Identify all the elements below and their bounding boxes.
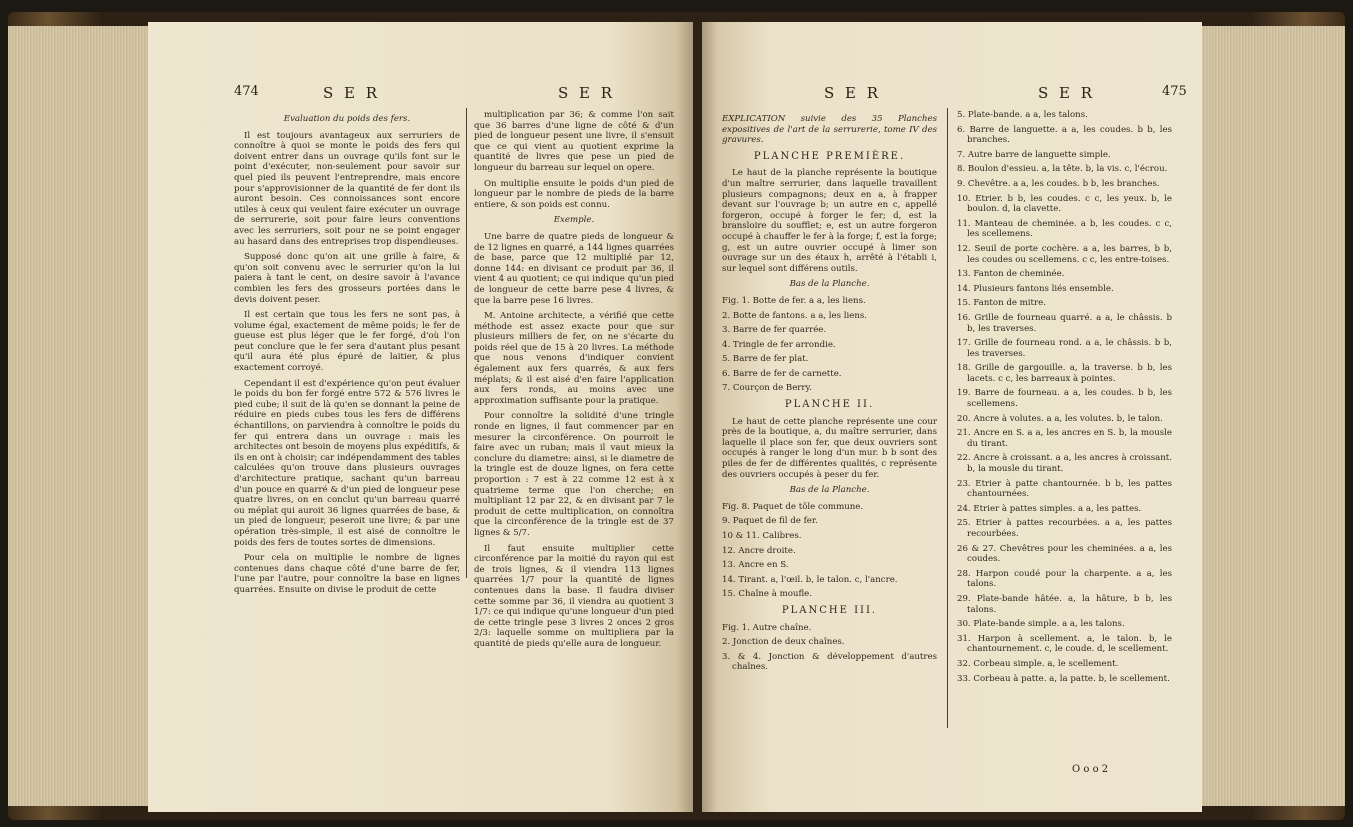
list-item: Fig. 1. Botte de fer. a a, les liens. (722, 295, 866, 306)
right-page-edges (1202, 26, 1345, 806)
list-item: 11. Manteau de cheminée. a b, les coudes. c c, les scellemens. (957, 218, 1172, 240)
list-item: 3. Barre de fer quarrée. (722, 325, 827, 336)
list-item: 33. Corbeau à patte. a, la patte. b, le scellement. (957, 673, 1170, 684)
list-item: 14. Tirant. a, l'œil. b, le talon. c, l'ancre. (722, 574, 898, 585)
right-page (702, 22, 1202, 812)
list-item: 15. Fanton de mitre. (957, 298, 1046, 309)
list-item: 28. Harpon coudé pour la charpente. a a, les talons. (957, 568, 1172, 590)
list-item: 6. Barre de fer de carnette. (722, 368, 842, 379)
paragraph: Il est certain que tous les fers ne sont pas, à volume égal, exactement de même poids; le fer de gueuse est plus léger que le fer forgé, d'où l'on peut conclure que le fer sera d'autant plus pesant qu'il aura été plus épuré de laitier, & plus exactement corroyé. (234, 310, 460, 374)
section-heading: PLANCHE PREMIÈRE. (753, 150, 906, 162)
left-running-head-right: S E R (558, 84, 616, 102)
paragraph: Le haut de cette planche représente une cour près de la boutique, a, du maître serrurier, dans laquelle il place son fer, que deux ouvriers sont occupés à ranger le long d'un mur. b b sont des piles de fer de différentes qualités, c représente des ouvriers occupés à peser du fer. (722, 416, 937, 480)
right-page-column-1 (722, 110, 937, 677)
signature-mark: O o o 2 (1072, 764, 1109, 775)
list-item: 22. Ancre à croissant. a a, les ancres à croissant. b, la mousle du tirant. (957, 453, 1172, 475)
column-rule (947, 108, 948, 728)
paragraph: Pour connoître la solidité d'une tringle ronde en lignes, il faut commencer par en mesurer la circonférence. On pourroit le faire avec un ruban; mais il vaut mieux la conclure du diametre: ainsi, si le diametre de la tringle est de douze lignes, on fera cette proportion : 7 est à 22 comme 12 est à x quatrieme terme que l'on cherche; en multipliant 12 par 22, & en divisant par 7 le produit de cette multiplication, on connoîtra que la circonférence de la tringle est de 37 lignes & 5/7. (474, 411, 674, 538)
list-item: 17. Grille de fourneau rond. a a, le châssis. b b, les traverses. (957, 338, 1172, 359)
list-item: 23. Etrier à patte chantournée. b b, les pattes chantournées. (957, 478, 1172, 500)
list-item: 19. Barre de fourneau. a a, les coudes. b b, les scellemens. (957, 388, 1172, 410)
left-page-edges (8, 26, 148, 806)
caption: Bas de la Planche. (789, 485, 870, 496)
right-running-head-left: S E R (824, 84, 882, 102)
list-item: 2. Botte de fantons. a a, les liens. (722, 310, 868, 321)
paragraph: M. Antoine architecte, a vérifié que cette méthode est assez exacte pour que sur plusieurs milliers de fer, on ne s'écarte du poids réel que de 15 à 20 livres. La méthode que nous venons d'indiquer convient également aux fers quarrés, & aux fers méplats; & il est aisé d'en faire l'application aux fers ronds, au moins avec une approximation suffisante pour la pratique. (474, 311, 674, 406)
caption: Exemple. (553, 215, 595, 226)
right-page-number: 475 (1162, 84, 1187, 99)
list-item: 9. Paquet de fil de fer. (722, 516, 818, 527)
list-item: 16. Grille de fourneau quarré. a a, le châssis. b b, les traverses. (957, 312, 1172, 334)
list-item: 2. Jonction de deux chaînes. (722, 637, 845, 648)
paragraph: Il est toujours avantageux aux serruriers de connoître à quoi se monte le poids des fers qui doivent entrer dans un ouvrage qu'ils font sur le point d'exécuter, non-seulement pour savoir sur quel pied ils peuvent l'entreprendre, mais encore pour s'approvisionner de la quantité de fer dont ils auront besoin. Ces connoissances sont encore utiles à ceux qui veulent faire exécuter un ouvrage de serrurerie, soit pour faire leurs conventions avec les serruriers, soit pour ne se point engager au hasard dans des entreprises trop dispendieuses. (234, 130, 460, 247)
list-item: 13. Ancre en S. (722, 560, 789, 571)
section-title: EXPLICATION suivie des 35 Planches expositives de l'art de la serrurerie, tome IV des gravures. (722, 114, 937, 146)
list-item: 4. Tringle de fer arrondie. (722, 339, 836, 350)
paragraph: multiplication par 36; & comme l'on sait que 36 barres d'une ligne de côté & d'un pied de longueur pesent une livre, il s'ensuit que ce qui vient au quotient exprime la quantité de livres que pese un pied de longueur du barreau sur lequel on opere. (474, 110, 674, 173)
list-item: 3. & 4. Jonction & développement d'autres chaînes. (722, 651, 937, 673)
left-page (148, 22, 693, 812)
list-item: 5. Barre de fer plat. (722, 354, 809, 365)
book-spread (8, 12, 1345, 820)
list-item: 31. Harpon à scellement. a, le talon. b, le chantournement. c, le coude. d, le scellement. (957, 633, 1172, 655)
list-item: 7. Autre barre de languette simple. (957, 149, 1111, 160)
list-item: 29. Plate-bande hâtée. a, la hâture, b b, les talons. (957, 593, 1172, 615)
list-item: 30. Plate-bande simple. a a, les talons. (957, 619, 1125, 630)
paragraph: Le haut de la planche représente la boutique d'un maître serrurier, dans laquelle travaillent plusieurs compagnons; deux en a, à frapper devant sur l'ouvrage b; un autre en c, appellé forgeron, occupé à forger le fer; d, est la bransloire du soufflet; e, est un autre forgeron occupé à chauffer le fer à la forge; f, est la forge; g, est un autre ouvrier occupé à limer son ouvrage sur un des étaux h, arrêté à l'établi i, sur lequel sont différens outils. (722, 168, 937, 274)
list-item: 8. Boulon d'essieu. a, la tête. b, la vis. c, l'écrou. (957, 164, 1168, 175)
caption: Evaluation du poids des fers. (283, 114, 411, 124)
right-running-head-right: S E R (1038, 84, 1096, 102)
list-item: 10. Etrier. b b, les coudes. c c, les yeux. b, le boulon. d, la clavette. (957, 193, 1172, 215)
list-item: 26 & 27. Chevêtres pour les cheminées. a a, les coudes. (957, 543, 1172, 565)
paragraph: On multiplie ensuite le poids d'un pied de longueur par le nombre de pieds de la barre entiere, & son poids est connu. (474, 178, 674, 210)
left-running-head-left: S E R (323, 84, 381, 102)
list-item: 24. Etrier à pattes simples. a a, les pattes. (957, 503, 1142, 514)
list-item: 10 & 11. Calibres. (722, 531, 802, 541)
list-item: 25. Etrier à pattes recourbées. a a, les pattes recourbées. (957, 518, 1172, 539)
paragraph: Cependant il est d'expérience qu'on peut évaluer le poids du bon fer forgé entre 572 & 576 livres le pied cube; il suit de là qu'en se donnant la peine de réduire en pieds cubes tous les fers de différens échantillons, on parviendra à connoître le poids du fer qui entrera dans un ouvrage : mais les architectes ont besoin de moyens plus expéditifs, & ils en ont à choisir; car indépendamment des tables calculées qu'on trouve dans plusieurs ouvrages d'architecture pratique, sachant qu'un barreau d'un pouce en quarré & d'un pied de longueur pese quatre livres, on en conclut qu'un barreau quarré ou méplat qui auroit 36 lignes quarrées de base, & un pied de longueur, peseroit une livre; & par une opération très-simple, il est aisé de connoître le poids des fers de toutes sortes de dimensions. (234, 378, 460, 548)
right-page-column-2 (957, 110, 1172, 688)
list-item: 5. Plate-bande. a a, les talons. (957, 110, 1088, 120)
list-item: 20. Ancre à volutes. a a, les volutes. b, le talon. (957, 413, 1163, 424)
paragraph: Il faut ensuite multiplier cette circonférence par la moitié du rayon qui est de trois lignes, & il viendra 113 lignes quarrées 1/7 pour la quantité de lignes contenues dans la base. Il faudra diviser cette somme par 36, il viendra au quotient 3 1/7: ce qui indique qu'une longueur d'un pied de cette tringle pese 3 livres 2 onces 2 gros 2/3: laquelle somme on multipliera par la quantité de pieds qu'elle aura de longueur. (474, 543, 674, 649)
left-page-number: 474 (234, 84, 259, 99)
paragraph: Pour cela on multiplie le nombre de lignes contenues dans chaque côté d'une barre de fer, l'une par l'autre, pour connoître la base en lignes quarrées. Ensuite on divise le produit de cette (234, 553, 460, 595)
list-item: 21. Ancre en S. a a, les ancres en S. b, la mousle du tirant. (957, 428, 1172, 449)
list-item: 14. Plusieurs fantons liés ensemble. (957, 283, 1114, 294)
section-heading: PLANCHE II. (784, 399, 875, 411)
list-item: 12. Seuil de porte cochère. a a, les barres, b b, les coudes ou scellemens. c c, les entre-toises. (957, 243, 1172, 265)
list-item: 18. Grille de gargouille. a, la traverse. b b, les lacets. c c, les barreaux à pointes. (957, 363, 1172, 384)
list-item: 12. Ancre droite. (722, 545, 796, 556)
list-item: 15. Chaîne à moufle. (722, 589, 812, 600)
section-heading: PLANCHE III. (781, 604, 878, 616)
list-item: 9. Chevêtre. a a, les coudes. b b, les branches. (957, 178, 1160, 189)
paragraph: Supposé donc qu'on ait une grille à faire, & qu'on soit convenu avec le serrurier qu'on la lui paiera à tant le cent, on desire savoir à l'avance combien les fers des grosseurs portées dans le devis doivent peser. (234, 252, 460, 305)
caption: Bas de la Planche. (789, 279, 870, 290)
list-item: 7. Courçon de Berry. (722, 383, 812, 394)
list-item: Fig. 8. Paquet de tôle commune. (722, 501, 864, 512)
list-item: Fig. 1. Autre chaîne. (722, 622, 812, 633)
column-rule (466, 108, 467, 578)
left-page-column-1 (234, 110, 460, 601)
left-page-column-2 (474, 110, 674, 655)
list-item: 6. Barre de languette. a a, les coudes. b b, les branches. (957, 124, 1172, 146)
paragraph: Une barre de quatre pieds de longueur & de 12 lignes en quarré, a 144 lignes quarrées de base, parce que 12 multiplié par 12, donne 144: en divisant ce produit par 36, il vient 4 au quotient; ce qui indique qu'un pied de longueur de cette barre pese 4 livres, & que la barre pese 16 livres. (474, 231, 674, 306)
list-item: 32. Corbeau simple. a, le scellement. (957, 658, 1119, 669)
list-item: 13. Fanton de cheminée. (957, 269, 1065, 280)
